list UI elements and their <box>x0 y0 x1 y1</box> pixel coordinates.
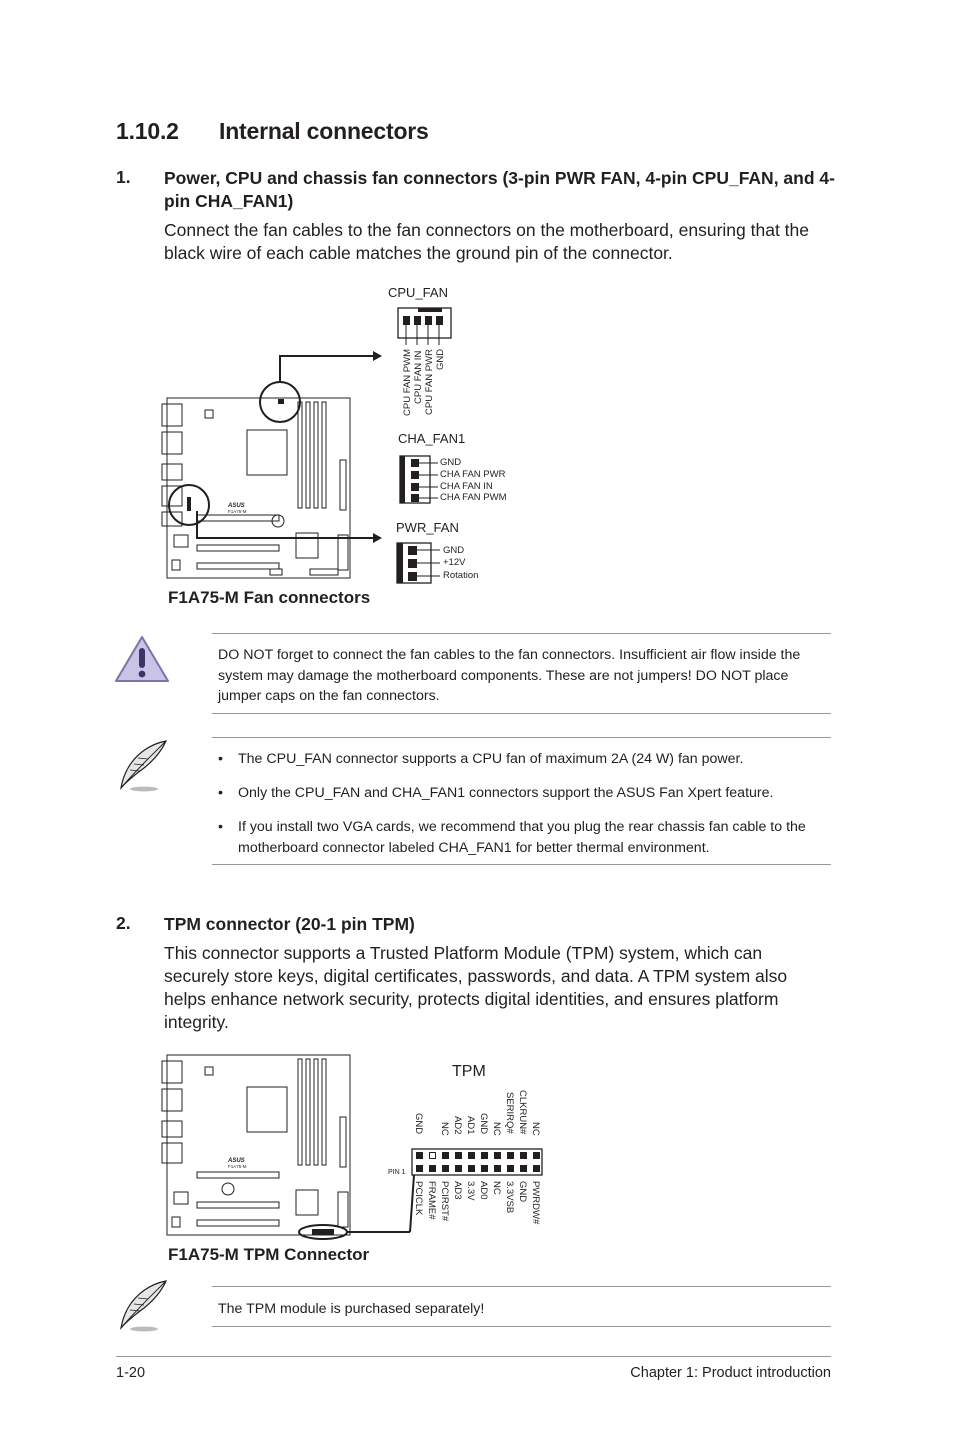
info-note-2 <box>218 783 823 804</box>
tpm-bottom-pin-8: 3.3VSB <box>504 1181 515 1214</box>
tpm-bottom-pin-10: PWRDW# <box>530 1181 541 1225</box>
item-1-body: Connect the fan cables to the fan connectors on the motherboard, ensuring that the black wire of each cable matches the ground pin of the connector. <box>164 220 810 263</box>
tpm-note-top-rule <box>212 1286 831 1287</box>
feather-note-icon <box>114 1278 170 1334</box>
tpm-top-pin-5: AD1 <box>465 1116 476 1135</box>
tpm-bottom-pin-1: PCICLK <box>413 1181 424 1216</box>
warning-icon <box>114 634 170 684</box>
tpm-bottom-pin-3: PCIRST# <box>439 1181 450 1222</box>
tpm-bottom-pin-6: AD0 <box>478 1181 489 1200</box>
tpm-bottom-pin-4: AD3 <box>452 1181 463 1200</box>
tpm-top-pin-6: GND <box>478 1113 489 1135</box>
board-model: F1A75-M <box>228 1164 247 1169</box>
tpm-figure-caption: F1A75-M TPM Connector <box>168 1245 370 1264</box>
item-2-number: 2. <box>116 913 131 933</box>
info-note-1 <box>218 749 823 770</box>
warning-top-rule <box>212 633 831 634</box>
info-note-3-text: If you install two VGA cards, we recommend that you plug the rear chassis fan cable to the motherboard connector labeled CHA_FAN1 for better thermal environment. <box>238 819 806 856</box>
item-2-title: TPM connector (20-1 pin TPM) <box>164 914 415 934</box>
board-logo: ASUS <box>228 503 245 509</box>
section-heading <box>116 118 429 145</box>
section-title: Internal connectors <box>219 118 429 144</box>
bullet-dot: • <box>218 819 223 835</box>
warning-note-text: DO NOT forget to connect the fan cables to the fan connectors. Insufficient air flow inside the system may damage the motherboard components. These are not jumpers! DO NOT place jumper caps on the fan connectors. <box>218 647 801 704</box>
feather-note-icon <box>114 738 170 794</box>
tpm-bottom-pin-9: GND <box>517 1181 528 1203</box>
pwr-fan-pin-2: +12V <box>443 557 466 568</box>
cpu-fan-pin-1: CPU FAN PWM <box>402 348 413 416</box>
pwr-fan-pin-1: GND <box>443 545 465 556</box>
bullet-dot: • <box>218 785 223 801</box>
info-bottom-rule <box>212 864 831 865</box>
tpm-top-pin-8: SERIRQ# <box>504 1092 515 1134</box>
tpm-bottom-pin-7: NC <box>491 1181 502 1195</box>
tpm-top-pin-10: NC <box>530 1122 541 1136</box>
tpm-bottom-pin-2: FRAME# <box>426 1181 437 1220</box>
tpm-top-pin-3: NC <box>439 1122 450 1136</box>
item-2-body: This connector supports a Trusted Platform Module (TPM) system, which can securely store keys, digital certificates, passwords, and data. A TPM system also helps enhance network security, protects digital identities, and ensures platform integrity. <box>164 943 788 1032</box>
motherboard-illustration <box>162 1055 350 1235</box>
pwr-fan-pin-3: Rotation <box>443 570 479 581</box>
tpm-note-text: The TPM module is purchased separately! <box>218 1301 485 1317</box>
cha-fan-pin-2: CHA FAN PWR <box>440 469 506 480</box>
footer-rule <box>116 1356 831 1357</box>
tpm-connector-diagram <box>150 1045 560 1245</box>
info-note-1-text: The CPU_FAN connector supports a CPU fan of maximum 2A (24 W) fan power. <box>238 751 744 767</box>
tpm-top-pin-9: CLKRUN# <box>517 1090 528 1135</box>
item-1-title: Power, CPU and chassis fan connectors (3-pin PWR FAN, 4-pin CPU_FAN, and 4-pin CHA_FAN1) <box>164 168 835 211</box>
cha-fan-label: CHA_FAN1 <box>398 431 466 446</box>
missing-pin <box>430 1153 435 1158</box>
tpm-top-pin-1: GND <box>413 1113 424 1135</box>
bullet-dot: • <box>218 751 223 767</box>
board-logo: ASUS <box>228 1158 245 1164</box>
fan-figure-caption: F1A75-M Fan connectors <box>168 588 371 607</box>
cpu-fan-pin-2: CPU FAN IN <box>413 350 424 404</box>
cpu-fan-pin-3: CPU FAN PWR <box>424 349 435 415</box>
info-note-2-text: Only the CPU_FAN and CHA_FAN1 connectors support the ASUS Fan Xpert feature. <box>238 785 774 801</box>
fan-connectors-diagram <box>150 280 550 610</box>
cha-fan-pin-1: GND <box>440 457 462 468</box>
section-number: 1.10.2 <box>116 118 179 144</box>
page-number: 1-20 <box>116 1365 146 1381</box>
tpm-top-pin-7: NC <box>491 1122 502 1136</box>
cpu-fan-pin-4: GND <box>435 348 446 370</box>
tpm-label: TPM <box>452 1063 486 1080</box>
pwr-fan-label: PWR_FAN <box>396 520 459 535</box>
info-note-3 <box>218 817 823 859</box>
warning-bottom-rule <box>212 713 831 714</box>
cha-fan-pin-4: CHA FAN PWM <box>440 492 507 503</box>
pin1-label: PIN 1 <box>388 1169 406 1176</box>
board-model: F1A75-M <box>228 509 247 514</box>
chapter-title: Chapter 1: Product introduction <box>630 1365 831 1381</box>
tpm-note-bottom-rule <box>212 1326 831 1327</box>
tpm-top-pin-4: AD2 <box>452 1116 463 1135</box>
cha-fan-pin-3: CHA FAN IN <box>440 481 493 492</box>
info-top-rule <box>212 737 831 738</box>
item-1-number: 1. <box>116 167 131 187</box>
tpm-bottom-pin-5: 3.3V <box>465 1181 476 1201</box>
motherboard-illustration <box>162 398 350 578</box>
cpu-fan-label: CPU_FAN <box>388 285 448 300</box>
